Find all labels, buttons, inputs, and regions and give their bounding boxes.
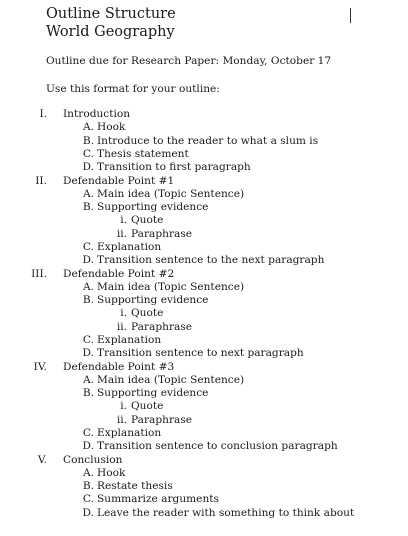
- section-numeral: V.: [37, 454, 47, 466]
- item-text: Transition to first paragraph: [97, 161, 251, 173]
- item-letter: A.: [82, 467, 94, 479]
- section-numeral: IV.: [33, 361, 47, 373]
- item-text: Explanation: [97, 241, 162, 253]
- item-text: Transition sentence to the next paragraph: [97, 254, 325, 266]
- item-letter: B.: [82, 480, 94, 492]
- item-letter: C.: [82, 493, 94, 505]
- item-letter: C.: [82, 241, 94, 253]
- item-letter: A.: [82, 374, 94, 386]
- item-letter: D.: [82, 347, 94, 359]
- document-title: Outline Structure: [46, 6, 176, 22]
- item-text: Summarize arguments: [97, 493, 219, 505]
- subitem-text: Quote: [131, 307, 164, 319]
- item-letter: A.: [82, 281, 94, 293]
- item-text: Transition sentence to conclusion paragraph: [97, 440, 338, 452]
- section-heading: Defendable Point #3: [63, 361, 175, 373]
- item-letter: B.: [82, 201, 94, 213]
- item-text: Introduce to the reader to what a slum is: [97, 135, 319, 147]
- document-subtitle: World Geography: [46, 24, 175, 40]
- item-text: Hook: [97, 467, 126, 479]
- item-text: Leave the reader with something to think about: [97, 507, 355, 519]
- item-letter: A.: [82, 188, 94, 200]
- item-letter: B.: [82, 387, 94, 399]
- section-heading: Defendable Point #1: [63, 175, 175, 187]
- subitem-numeral: i.: [120, 400, 127, 412]
- section-heading: Introduction: [63, 108, 131, 120]
- instruction-line: Use this format for your outline:: [46, 83, 220, 95]
- subitem-text: Paraphrase: [131, 414, 193, 426]
- due-date-line: Outline due for Research Paper: Monday, October 17: [46, 55, 332, 67]
- item-letter: C.: [82, 148, 94, 160]
- subitem-numeral: ii.: [116, 414, 127, 426]
- item-text: Thesis statement: [97, 148, 189, 160]
- item-text: Main idea (Topic Sentence): [97, 374, 245, 386]
- item-letter: C.: [82, 334, 94, 346]
- item-text: Main idea (Topic Sentence): [97, 281, 245, 293]
- subitem-numeral: ii.: [116, 228, 127, 240]
- subitem-numeral: ii.: [116, 321, 127, 333]
- item-text: Transition sentence to next paragraph: [97, 347, 304, 359]
- section-numeral: II.: [35, 175, 47, 187]
- item-letter: D.: [82, 440, 94, 452]
- item-letter: D.: [82, 161, 94, 173]
- item-letter: D.: [82, 254, 94, 266]
- item-text: Supporting evidence: [97, 387, 209, 399]
- item-text: Explanation: [97, 334, 162, 346]
- subitem-text: Quote: [131, 400, 164, 412]
- section-heading: Conclusion: [63, 454, 123, 466]
- item-letter: A.: [82, 121, 94, 133]
- item-text: Restate thesis: [97, 480, 173, 492]
- item-letter: D.: [82, 507, 94, 519]
- item-letter: C.: [82, 427, 94, 439]
- text-cursor: [350, 8, 351, 23]
- item-letter: B.: [82, 294, 94, 306]
- section-heading: Defendable Point #2: [63, 268, 175, 280]
- subitem-text: Paraphrase: [131, 321, 193, 333]
- item-text: Hook: [97, 121, 126, 133]
- section-numeral: III.: [31, 268, 47, 280]
- item-text: Supporting evidence: [97, 201, 209, 213]
- subitem-numeral: i.: [120, 214, 127, 226]
- section-numeral: I.: [39, 108, 47, 120]
- item-letter: B.: [82, 135, 94, 147]
- subitem-numeral: i.: [120, 307, 127, 319]
- subitem-text: Paraphrase: [131, 228, 193, 240]
- subitem-text: Quote: [131, 214, 164, 226]
- item-text: Explanation: [97, 427, 162, 439]
- item-text: Supporting evidence: [97, 294, 209, 306]
- item-text: Main idea (Topic Sentence): [97, 188, 245, 200]
